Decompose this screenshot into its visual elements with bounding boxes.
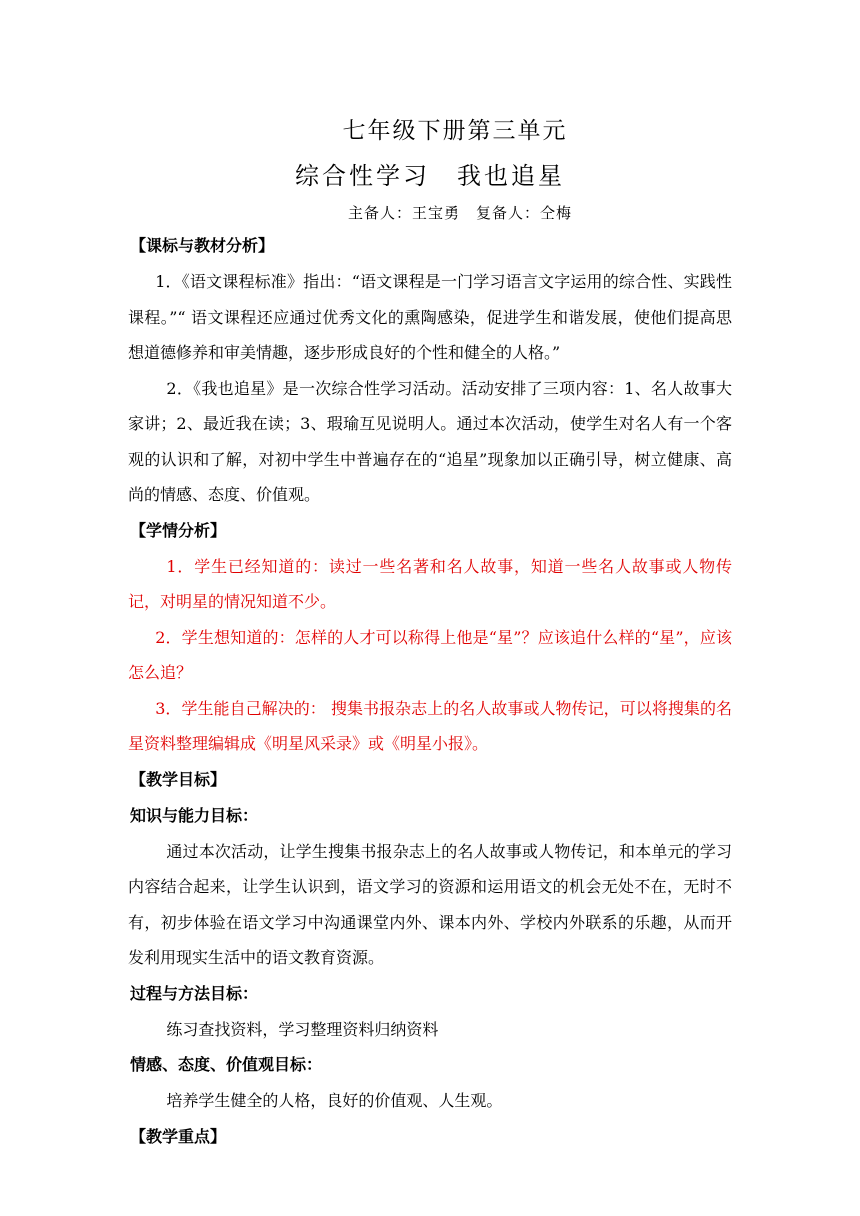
knowledge-goal-text: 通过本次活动，让学生搜集书报杂志上的名人故事或人物传记，和本单元的学习内容结合起来，让学生认识到，语文学习的资源和运用语文的机会无处不在，无时不有，初步体验在语文学习中沟通课堂内外、课本内外、学校内外联系的乐趣，从而开发利用现实生活中的语文教育资源。	[128, 841, 732, 967]
document-title: 七年级下册第三单元	[342, 118, 568, 144]
authors-line: 主备人：王宝勇 复备人：仝梅	[347, 204, 572, 222]
students-paragraph-3: 3．学生能自己解决的： 搜集书报杂志上的名人故事或人物传记，可以将搜集的名星资料整理编辑成《明星风采录》或《明星小报》。	[128, 698, 732, 753]
document-subtitle: 综合性学习 我也追星	[295, 162, 565, 190]
section-heading-students: 【学情分析】	[130, 520, 227, 540]
curriculum-paragraph-1: 1．《语文课程标准》指出：“语文课程是一门学习语言文字运用的综合性、实践性课程。”“ 语文课程还应通过优秀文化的熏陶感染，促进学生和谐发展，使他们提高思想道德修养和审美情趣，逐步形成良好的个性和健全的人格。”	[128, 272, 732, 362]
knowledge-goal-heading: 知识与能力目标：	[130, 805, 259, 825]
students-paragraph-1: 1．学生已经知道的：读过一些名著和名人故事，知道一些名人故事或人物传记，对明星的情况知道不少。	[128, 556, 732, 611]
section-heading-curriculum: 【课标与教材分析】	[130, 236, 275, 255]
section-heading-focus: 【教学重点】	[130, 1126, 227, 1146]
process-goal-text: 练习查找资料，学习整理资料归纳资料	[166, 1019, 439, 1039]
students-paragraph-2: 2．学生想知道的：怎样的人才可以称得上他是“星”？应该追什么样的“星”，应该怎么追？	[128, 627, 732, 682]
emotion-goal-heading: 情感、态度、价值观目标：	[130, 1055, 323, 1074]
document-body	[128, 228, 732, 1155]
curriculum-paragraph-2: 2．《我也追星》是一次综合性学习活动。活动安排了三项内容：1、名人故事大家讲；2、最近我在读；3、瑕瑜互见说明人。通过本次活动，使学生对名人有一个客观的认识和了解，对初中学生中普遍存在的“追星”现象加以正确引导，树立健康、高尚的情感、态度、价值观。	[128, 378, 732, 504]
process-goal-heading: 过程与方法目标：	[130, 983, 259, 1003]
emotion-goal-text: 培养学生健全的人格，良好的价值观、人生观。	[166, 1091, 503, 1110]
section-heading-goals: 【教学目标】	[130, 769, 227, 789]
